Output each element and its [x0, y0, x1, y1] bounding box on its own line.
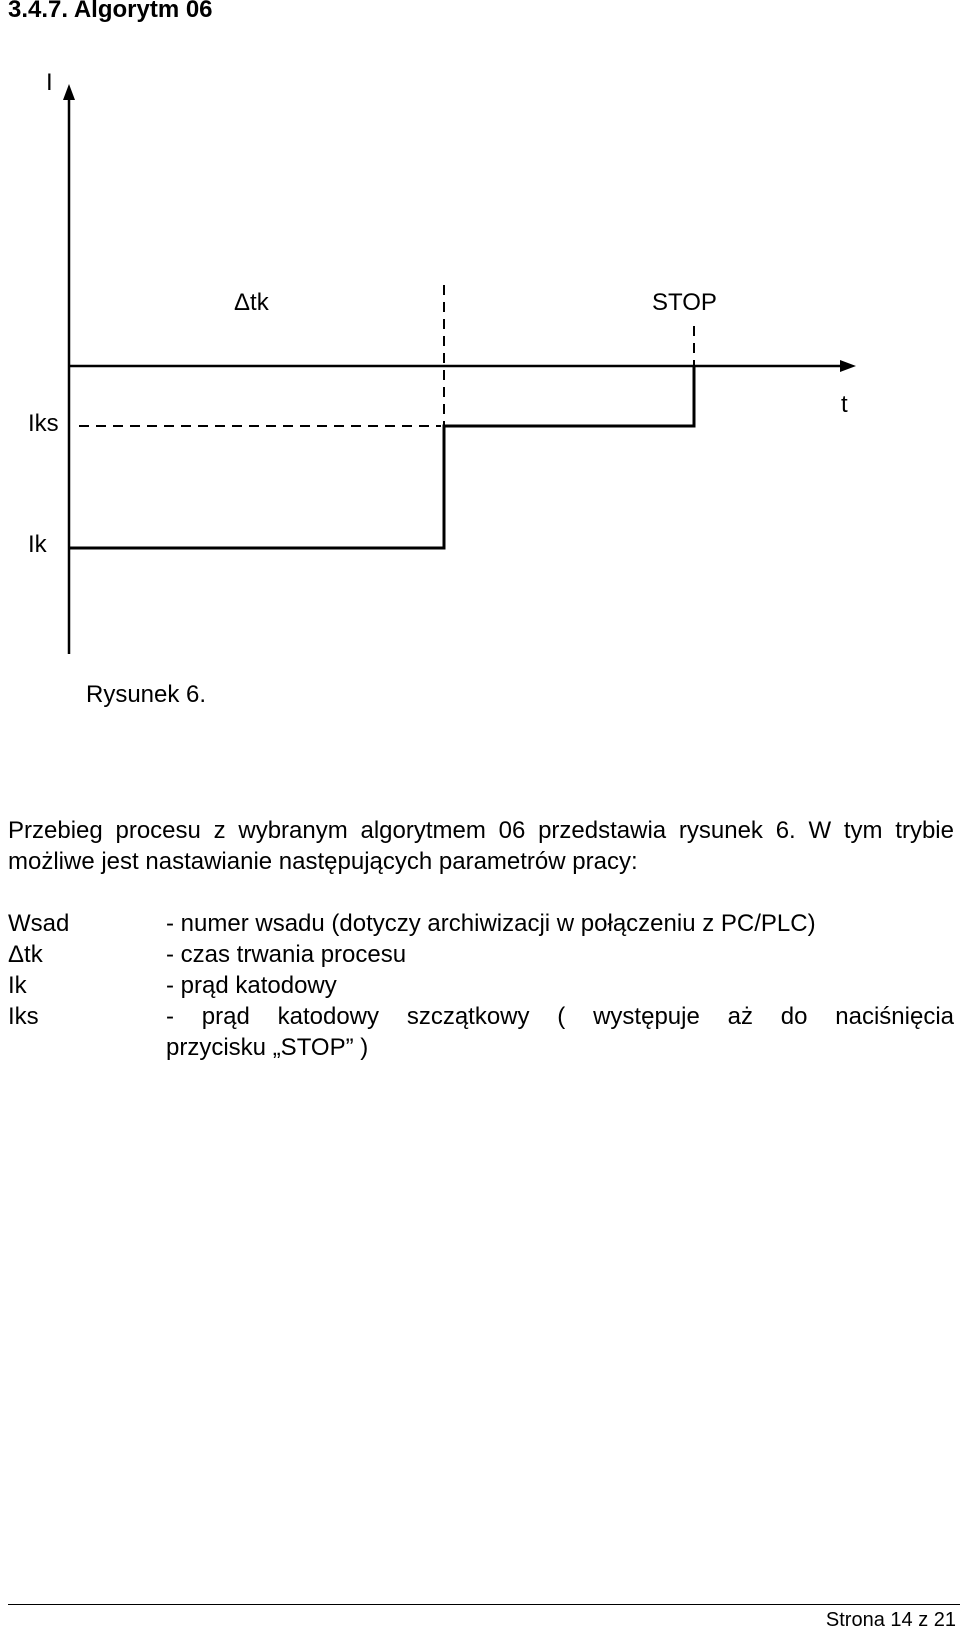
section-heading: 3.4.7. Algorytm 06 [8, 0, 213, 23]
parameter-name: Δtk [8, 941, 43, 968]
ik-label: Ik [28, 531, 47, 558]
parameter-description-continuation: przycisku „STOP” ) [166, 1034, 369, 1061]
iks-label: Iks [28, 410, 59, 437]
parameter-description: - prąd katodowy szczątkowy ( występuje aż do naciśnięcia [166, 1003, 954, 1030]
parameter-row [8, 939, 954, 970]
parameter-row [8, 1001, 954, 1032]
y-axis-arrow [63, 84, 75, 100]
parameter-description: - prąd katodowy [166, 972, 337, 999]
page-number: Strona 14 z 21 [825, 1609, 956, 1631]
y-axis-label: I [46, 69, 53, 96]
body-paragraph: Przebieg procesu z wybranym algorytmem 06 przedstawia rysunek 6. W tym trybie możliwe jest nastawianie następujących parametrów pracy: [8, 817, 954, 875]
parameter-list [8, 908, 954, 1063]
delta-tk-label: Δtk [234, 289, 269, 316]
parameter-description: - numer wsadu (dotyczy archiwizacji w połączeniu z PC/PLC) [166, 910, 816, 937]
stop-label: STOP [652, 289, 717, 316]
figure-caption: Rysunek 6. [86, 681, 207, 708]
footer-divider [8, 1604, 960, 1605]
process-diagram [0, 0, 960, 720]
x-axis-arrow [840, 360, 856, 372]
parameter-name: Ik [8, 972, 27, 999]
parameter-row [8, 908, 954, 939]
parameter-name: Iks [8, 1003, 39, 1030]
parameter-name: Wsad [8, 910, 70, 937]
x-axis-label: t [841, 391, 848, 418]
parameter-row [8, 970, 954, 1001]
parameter-description: - czas trwania procesu [166, 941, 407, 968]
process-current-curve [69, 366, 694, 548]
